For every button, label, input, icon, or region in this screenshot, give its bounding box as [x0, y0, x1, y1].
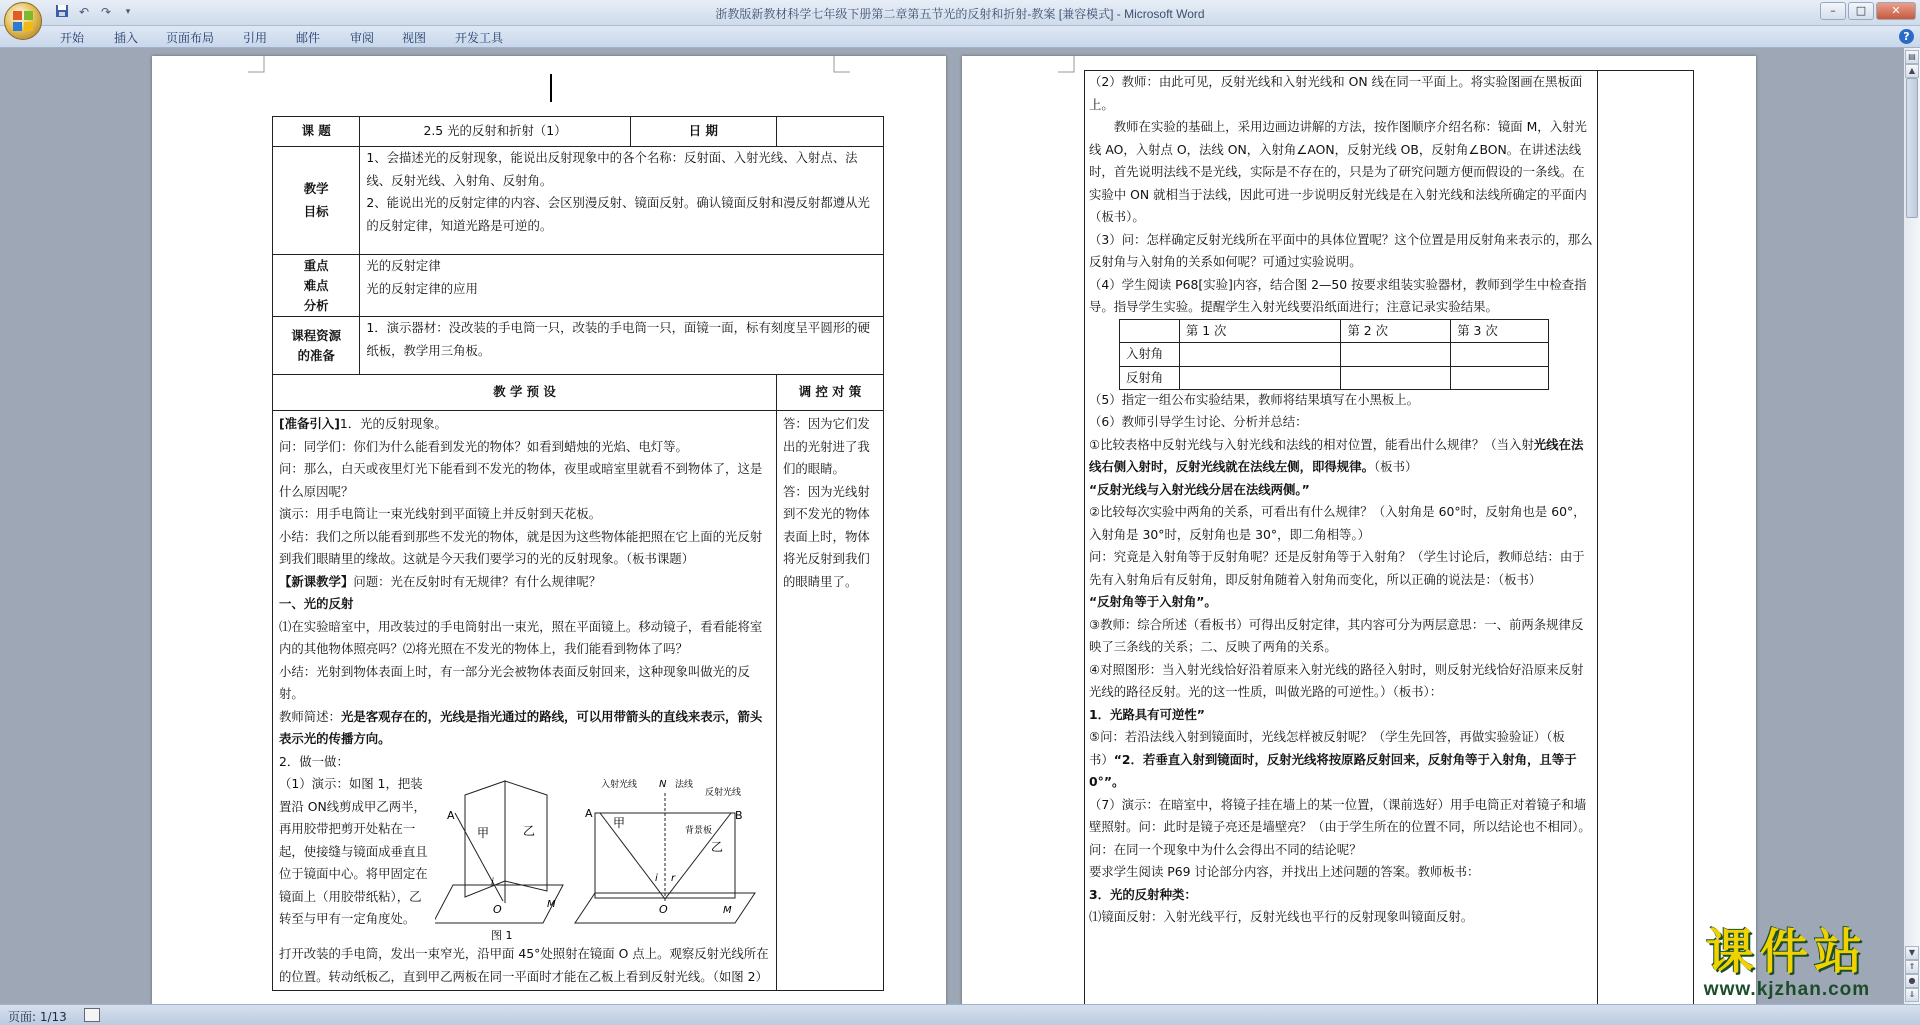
adjust-item: 答：因为它们发出的光射进了我们的眼睛。 — [783, 416, 870, 476]
fig1-caption: 图 1 — [491, 929, 513, 942]
plan-line: [准备引入]1．光的反射现象。 — [279, 416, 447, 431]
figure-2 — [575, 778, 755, 923]
vertical-scrollbar[interactable] — [1904, 48, 1920, 1004]
watermark-logo — [1668, 925, 1906, 1003]
fig1-label: 乙 — [523, 824, 536, 838]
proofing-icon[interactable] — [84, 1008, 100, 1022]
help-icon[interactable]: ? — [1899, 29, 1914, 44]
watermark-url: www.kjzhan.com — [1703, 979, 1871, 1000]
maximize-button[interactable]: □ — [1848, 2, 1874, 20]
results-header — [1120, 319, 1180, 343]
close-button[interactable]: ✕ — [1876, 2, 1916, 20]
plan-line: 演示：用手电筒让一束光线射到平面镜上并反射到天花板。 — [279, 506, 602, 521]
plan-label: 教 学 预 设 — [273, 375, 777, 411]
adjust-item: 答：因为光线射到不发光的物体表面上时，物体将光反射到我们的眼睛里了。 — [783, 483, 870, 589]
topic-value[interactable]: 2.5 光的反射和折射（1） — [360, 117, 630, 147]
focus-cell[interactable] — [360, 255, 884, 317]
law-statement: “反射光线与入射光线分居在法线两侧。” — [1089, 481, 1310, 497]
svg-text:A: A — [585, 807, 593, 820]
fig1-label: A — [447, 809, 455, 822]
results-cell[interactable] — [1451, 343, 1549, 367]
ribbon-tabs — [0, 26, 1920, 48]
customize-qat-icon[interactable]: ▾ — [125, 7, 131, 17]
plan-line: 小结：光射到物体表面上时，有一部分光会被物体表面反射回来，这种现象叫做光的反射。 — [279, 663, 750, 701]
minimize-button[interactable]: – — [1820, 2, 1846, 20]
plan-note: 教师简述：光是客观存在的，光线是指光通过的路线，可以用带箭头的直线来表示，箭头表示光的传播方向。 — [279, 708, 763, 746]
plan-line: ④对照图形：当入射光线恰好沿着原来入射光线的路径入射时，则反射光线恰好沿原来反射光线的路径反射。光的这一性质，叫做光路的可逆性。）（板书）： — [1089, 661, 1584, 699]
document-area — [0, 48, 1904, 1004]
svg-text:法线: 法线 — [675, 780, 694, 790]
goal-item: 1、会描述光的反射现象，能说出反射现象中的各个名称：反射面、入射光线、入射点、法线、反射光线、入射角、反射角。 — [366, 150, 858, 188]
adjust-label: 调 控 对 策 — [777, 375, 884, 411]
tab-review[interactable]: 审阅 — [350, 31, 375, 45]
svg-text:反射光线: 反射光线 — [705, 788, 742, 798]
results-row-label: 入射角 — [1120, 343, 1180, 367]
svg-text:r: r — [671, 873, 676, 884]
tab-home[interactable]: 开始 — [60, 31, 85, 45]
figure-diagrams — [435, 773, 770, 943]
results-cell[interactable] — [1341, 343, 1451, 367]
plan-line: 问：在同一个现象中为什么会得出不同的结论呢？ — [1089, 841, 1362, 857]
ruler-toggle-icon[interactable]: ▤ — [1905, 50, 1919, 64]
results-table — [1119, 319, 1549, 391]
lesson-plan-table — [272, 116, 884, 991]
next-page-icon[interactable]: ⇓ — [1905, 988, 1919, 1002]
continued-plan-cell[interactable] — [1085, 71, 1598, 1005]
plan-line: ②比较每次实验中两角的关系，可看出有什么规律？（入射角是 60°时，反射角也是 60°，入射角是 30°时，反射角也是 30°，即二角相等。） — [1089, 504, 1586, 542]
fig1-label: O — [493, 903, 502, 916]
svg-text:M: M — [723, 905, 732, 916]
svg-text:甲: 甲 — [613, 816, 626, 830]
page-count[interactable]: 页面: 1/13 — [8, 1010, 67, 1024]
plan-line: ⑤问：若沿法线入射到镜面时，光线怎样被反射呢？（学生先回答，再做实验验证）（板书）“2．若垂直入射到镜面时，反射光线将按原路反射回来，反射角等于入射角，且等于 0°”。 — [1089, 729, 1577, 789]
results-cell[interactable] — [1179, 343, 1341, 367]
fig1-label: M — [547, 899, 556, 910]
plan-line: 小结：我们之所以能看到那些不发光的物体，就是因为这些物体能把照在它上面的光反射到我们眼睛里的缘故。这就是今天我们要学习的光的反射现象。（板书课题） — [279, 528, 763, 566]
title-bar — [0, 0, 1920, 26]
plan-step: 2．做一做： — [279, 753, 349, 769]
svg-text:i: i — [655, 873, 658, 884]
crop-mark-icon — [1058, 56, 1078, 76]
resources-label: 课程资源 的准备 — [273, 317, 360, 375]
results-header: 第 2 次 — [1341, 319, 1451, 343]
plan-line: ⑴在实验暗室中，用改装过的手电筒射出一束光，照在平面镜上。移动镜子，看看能将室内的其他物体照亮吗？⑵将光照在不发光的物体上，我们能看到物体了吗？ — [279, 618, 763, 656]
undo-icon[interactable]: ↶ — [78, 5, 90, 19]
crop-mark-icon — [830, 56, 850, 76]
results-header: 第 1 次 — [1179, 319, 1341, 343]
svg-text:入射光线: 入射光线 — [601, 780, 638, 790]
goal-item: 2、能说出光的反射定律的内容、会区别漫反射、镜面反射。确认镜面反射和漫反射都遵从光的反射定律，知道光路是可逆的。 — [366, 195, 870, 233]
demo-with-figures — [279, 773, 770, 943]
results-cell[interactable] — [1451, 366, 1549, 390]
plan-line: （5）指定一组公布实验结果，教师将结果填写在小黑板上。 — [1089, 391, 1420, 407]
plan-line: ①比较表格中反射光线与入射光线和法线的相对位置，能看出什么规律？（当入射光线在法线右侧入射时，反射光线就在法线左侧，即得规律。（板书） — [1089, 436, 1584, 474]
lesson-continued-table — [1084, 70, 1694, 1004]
plan-cell[interactable] — [273, 411, 777, 991]
fig1-label: i — [491, 877, 494, 888]
plan-line: 教师在实验的基础上，采用边画边讲解的方法，按作图顺序介绍名称：镜面 M，入射光线 AO，入射点 O，法线 ON，入射角∠AON，反射光线 OB，反射角∠BON。在讲述法线时，首先说明法线不是光线，实际是不存在的，只是为了研究问题方便而假设的一条线。在实验中 ON 就相当于法线，因此可进一步说明反射光线是在入射光线和法线所确定的平面内（板书）。 — [1089, 119, 1587, 224]
plan-line: （3）问：怎样确定反射光线所在平面中的具体位置呢？这个位置是用反射角来表示的，那么反射角与入射角的关系如何呢？可通过实验说明。 — [1089, 231, 1593, 269]
plan-line: （2）教师：由此可见，反射光线和入射光线和 ON 线在同一平面上。将实验图画在黑板面上。 — [1089, 74, 1583, 112]
results-header: 第 3 次 — [1451, 319, 1549, 343]
figure-1 — [435, 781, 563, 942]
crop-mark-icon — [248, 56, 268, 76]
office-button[interactable] — [4, 2, 42, 40]
watermark-text: 课件站 — [1705, 924, 1868, 980]
svg-text:B: B — [735, 809, 743, 822]
tab-insert[interactable]: 插入 — [114, 31, 139, 45]
scroll-up-icon[interactable]: ▲ — [1905, 64, 1919, 78]
tab-page-layout[interactable]: 页面布局 — [166, 31, 215, 45]
fig1-label: 甲 — [477, 826, 490, 840]
plan-line: 要求学生阅读 P69 讨论部分内容，并找出上述问题的答案。教师板书： — [1089, 864, 1480, 879]
svg-text:乙: 乙 — [711, 840, 724, 854]
plan-line: 问：那么，白天或夜里灯光下能看到不发光的物体，夜里或暗室里就看不到物体了，这是什么原因呢？ — [279, 461, 763, 499]
plan-line: （6）教师引导学生讨论、分析并总结： — [1089, 414, 1308, 429]
demo-left-text: （1）演示：如图 1，把装置沿 ON线剪成甲乙两半，再用胶带把剪开处粘在一起，使接缝与镜面成垂直且位于镜面中心。将甲固定在镜面上（用胶带纸粘），乙转至与甲有一定角度处。 — [279, 776, 428, 926]
demo-rest-text: 打开改装的手电筒，发出一束窄光，沿甲面 45°处照射在镜面 O 点上。观察反射光线所在的位置。转动纸板乙，直到甲乙两板在同一平面时才能在乙板上看到反射光线。（如图 2） — [279, 946, 769, 984]
plan-line: （4）学生阅读 P68[实验]内容，结合图 2—50 按要求组装实验器材，教师到学生中检查指导。指导学生实验。提醒学生入射光线要沿纸面进行；注意记录实验结果。 — [1089, 276, 1587, 314]
office-logo-icon — [13, 11, 33, 31]
goals-cell[interactable] — [360, 147, 884, 255]
scroll-thumb[interactable] — [1906, 78, 1918, 218]
plan-line: 【新课教学】问题：光在反射时有无规律？有什么规律呢？ — [279, 573, 602, 589]
date-value[interactable] — [777, 117, 884, 147]
scroll-down-icon[interactable]: ▼ — [1905, 946, 1919, 960]
tab-view[interactable]: 视图 — [402, 31, 427, 45]
results-cell[interactable] — [1179, 366, 1341, 390]
page-2 — [962, 56, 1756, 1004]
adjust-cell[interactable] — [777, 411, 884, 991]
focus-item: 光的反射定律 — [366, 258, 441, 273]
text-cursor — [550, 74, 552, 102]
results-cell[interactable] — [1341, 366, 1451, 390]
focus-label: 重点 难点 分析 — [273, 255, 360, 317]
plan-heading: 一、光的反射 — [279, 596, 354, 611]
plan-line: ③教师：综合所述（看板书）可得出反射定律，其内容可分为两层意思：一、前两条规律反映了三条线的关系；二、反映了两角的关系。 — [1089, 616, 1584, 654]
tab-developer[interactable]: 开发工具 — [455, 31, 504, 45]
topic-label: 课 题 — [273, 117, 360, 147]
law-statement: “反射角等于入射角”。 — [1089, 594, 1217, 609]
window-title: 浙教版新教材科学七年级下册第二章第五节光的反射和折射-教案 [兼容模式] - Microsoft Word — [715, 7, 1205, 21]
result-table-wrap — [1089, 319, 1593, 389]
plan-line: ⑴镜面反射：入射光线平行，反射光线也平行的反射现象叫镜面反射。 — [1089, 909, 1474, 924]
status-bar — [0, 1004, 1920, 1025]
plan-line: 问：同学们：你们为什么能看到发光的物体？如看到蜡烛的光焰、电灯等。 — [279, 438, 688, 454]
previous-page-icon[interactable]: ⇑ — [1905, 960, 1919, 974]
focus-item: 光的反射定律的应用 — [366, 280, 478, 296]
law-statement: 1．光路具有可逆性” — [1089, 706, 1205, 722]
svg-text:O: O — [659, 903, 668, 916]
adjust-cell[interactable] — [1598, 71, 1694, 1005]
plan-heading: 3．光的反射种类： — [1089, 886, 1197, 902]
plan-line: （7）演示：在暗室中，将镜子挂在墙上的某一位置，（课前选好）用手电筒正对着镜子和墙壁照射。问：此时是镜子亮还是墙壁亮？（由于学生所在的位置不同，所以结论也不相同）。 — [1089, 796, 1591, 834]
goals-label: 教学 目标 — [273, 147, 360, 255]
redo-icon[interactable]: ↷ — [100, 5, 112, 19]
results-row-label: 反射角 — [1120, 366, 1180, 390]
svg-text:N: N — [659, 779, 667, 790]
browse-object-icon[interactable]: ● — [1905, 974, 1919, 988]
resources-value[interactable]: 1．演示器材：没改装的手电筒一只，改装的手电筒一只，面镜一面，标有刻度呈平圆形的硬纸板，教学用三角板。 — [360, 317, 884, 375]
tab-references[interactable]: 引用 — [243, 31, 268, 45]
plan-line: 问：究竟是入射角等于反射角呢？还是反射角等于入射角？（学生讨论后，教师总结：由于先有入射角后有反射角，即反射角随着入射角而变化，所以正确的说法是：（板书） — [1089, 549, 1585, 587]
svg-text:背景板: 背景板 — [685, 826, 713, 836]
page-1 — [152, 56, 946, 1004]
date-label: 日 期 — [630, 117, 776, 147]
tab-mailings[interactable]: 邮件 — [296, 31, 321, 45]
